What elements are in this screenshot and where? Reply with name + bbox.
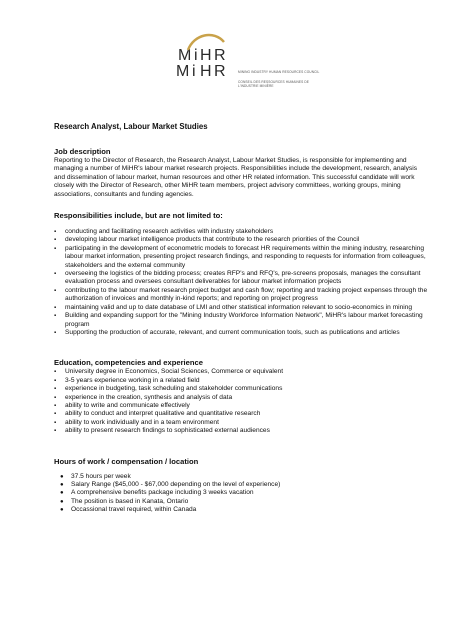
bullet-icon: ▪ <box>54 271 57 278</box>
bullet-icon: ● <box>60 507 64 514</box>
logo-mark-icon <box>174 20 238 108</box>
list-item: ▪ conducting and facilitating research activities with industry stakeholders <box>54 228 274 236</box>
bullet-icon: ▪ <box>54 377 57 384</box>
bullet-icon: ▪ <box>54 369 57 376</box>
list-item: ▪ Building and expanding support for the "Mining Industry Workforce Information Network", MiHR's labour market forecasting program <box>54 312 423 328</box>
list-item: ▪ experience in budgeting, task scheduling and stakeholder communications <box>54 385 283 393</box>
list-item: ▪ 3-5 years experience working in a related field <box>54 376 200 384</box>
bullet-icon: ● <box>60 481 64 488</box>
logo-letter: H <box>200 63 213 80</box>
logo-tagline-fr: CONSEIL DES RESSOURCES HUMAINES DE L'INDUSTRIE MINIÈRE <box>238 80 309 88</box>
logo-letter: i <box>192 63 197 80</box>
hours-list <box>54 473 428 515</box>
bullet-icon: ▪ <box>54 386 57 393</box>
bullet-icon: ▪ <box>54 402 57 409</box>
list-item: ▪ ability to work individually and in a team environment <box>54 418 219 426</box>
list-item: ▪ contributing to the labour market research project budget and cash flow; reporting and tracking project expenses through the authorization of invoices and monthly in-kind reports; and reporting on project progress <box>54 286 428 303</box>
bullet-icon: ▪ <box>54 411 57 418</box>
logo-letter: i <box>194 47 199 64</box>
responsibilities-list <box>54 228 428 337</box>
document-content <box>54 122 428 515</box>
bullet-icon: ● <box>60 498 64 505</box>
list-item: ● Salary Range ($45,000 - $67,000 depending on the level of experience) <box>60 480 281 488</box>
list-item: ● A comprehensive benefits package including 3 weeks vacation <box>60 489 254 497</box>
bullet-icon: ▪ <box>54 394 57 401</box>
bullet-icon: ▪ <box>54 287 57 294</box>
list-item: ▪ developing labour market intelligence products that contribute to the research priorities of the Council <box>54 236 360 244</box>
mihr-logo <box>174 20 324 108</box>
document-title: Research Analyst, Labour Market Studies <box>54 122 208 131</box>
bullet-icon: ▪ <box>54 419 57 426</box>
logo-letter: H <box>200 47 213 64</box>
list-item: ▪ experience in the creation, synthesis and analysis of data <box>54 393 233 401</box>
logo-letter: R <box>214 47 227 64</box>
job-description-heading: Job description <box>54 147 111 156</box>
hours-heading: Hours of work / compensation / location <box>54 456 199 466</box>
bullet-icon: ▪ <box>54 237 57 244</box>
bullet-icon: ▪ <box>54 229 57 236</box>
education-heading: Education, competencies and experience <box>54 358 203 368</box>
list-item: ▪ ability to present research findings to sophisticated external audiences <box>54 427 270 435</box>
logo-letter: M <box>178 47 192 64</box>
bullet-icon: ● <box>60 490 64 497</box>
bullet-icon: ▪ <box>54 329 57 336</box>
bullet-icon: ▪ <box>54 304 57 311</box>
list-item: ▪ maintaining valid and up to date database of LMI and other statistical information relevant to socio-economics in mining <box>54 303 413 311</box>
list-item: ▪ ability to conduct and interpret qualitative and quantitative research <box>54 410 261 418</box>
logo-letter: M <box>176 63 190 80</box>
job-description-text: Reporting to the Director of Research, the Research Analyst, Labour Market Studies, is responsible for implementing and managing a number of MiHR's labour market research projects. Responsibilities include the development, research, analysis and dissemination of labour market, human resources and other HR related information. This successful candidate will work closely with the Director of Research, other MiHR team members, project advisory committees, working groups, mining associations, consultants and funding agencies. <box>54 157 417 198</box>
bullet-icon: ▪ <box>54 428 57 435</box>
list-item: ● The position is based in Kanata, Ontario <box>60 497 189 505</box>
education-list <box>54 368 428 435</box>
bullet-icon: ● <box>60 473 64 480</box>
bullet-icon: ▪ <box>54 313 57 320</box>
list-item: ▪ overseeing the logistics of the bidding process; creates RFP's and RFQ's, pre-screens proposals, manages the consultant evaluation process and oversees consultant deliverables for labour market information projects <box>54 270 421 286</box>
list-item: ● 37.5 hours per week <box>60 472 131 480</box>
list-item: ▪ participating in the development of econometric models to forecast HR requirements within the mining industry, researching labour market information, presenting project research findings, and responding to requests for information from colleagues, stakeholders and the external community <box>54 244 426 269</box>
logo-tagline-en: MINING INDUSTRY HUMAN RESOURCES COUNCIL <box>238 70 320 74</box>
list-item: ▪ Supporting the production of accurate, relevant, and current communication tools, such as publications and articles <box>54 328 400 336</box>
list-item: ▪ ability to write and communicate effectively <box>54 401 190 409</box>
logo-letter: R <box>214 63 227 80</box>
list-item: ▪ University degree in Economics, Social Sciences, Commerce or equivalent <box>54 368 284 376</box>
list-item: ● Occassional travel required, within Canada <box>60 506 197 514</box>
responsibilities-heading: Responsibilities include, but are not limited to: <box>54 211 223 221</box>
bullet-icon: ▪ <box>54 245 57 252</box>
